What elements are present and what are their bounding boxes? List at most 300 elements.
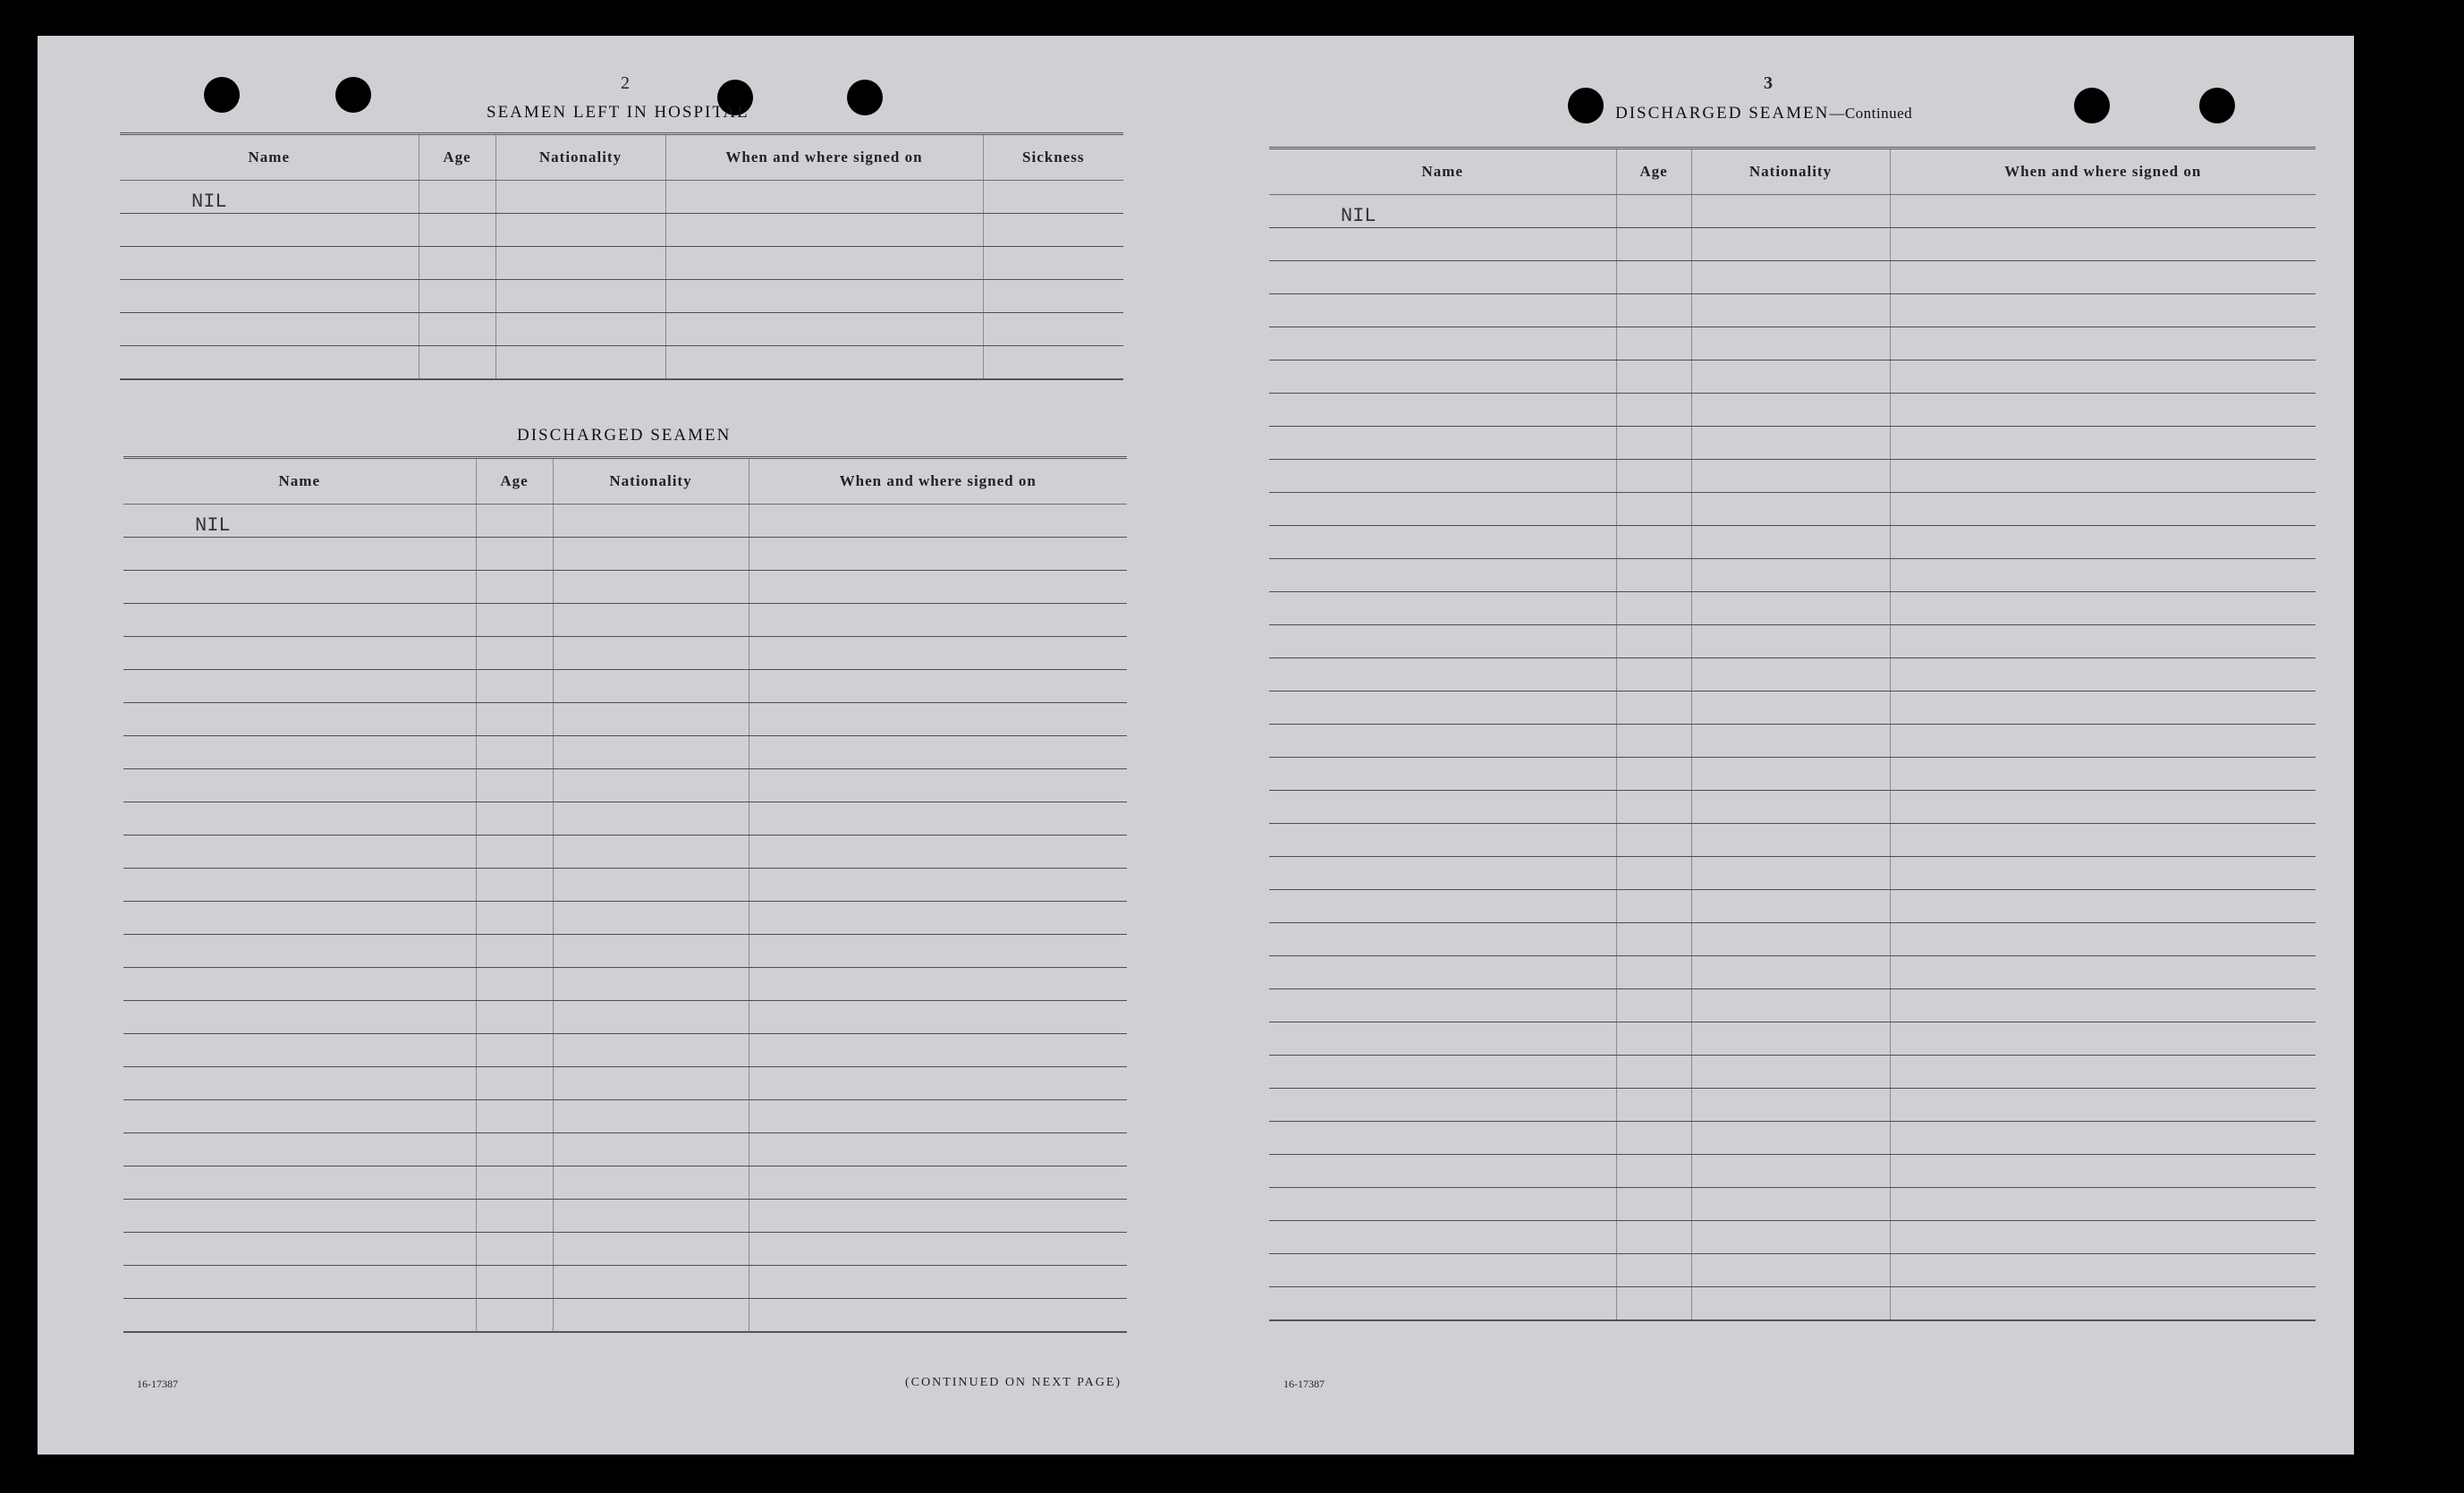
table-row xyxy=(123,1133,1127,1166)
table-cell xyxy=(1890,427,2316,460)
table-row xyxy=(1269,791,2316,824)
table-cell xyxy=(123,1200,476,1233)
table-row xyxy=(1269,989,2316,1022)
table-cell xyxy=(1269,327,1616,361)
table-cell xyxy=(1691,261,1890,294)
table-cell xyxy=(749,670,1127,703)
table-cell xyxy=(749,1299,1127,1333)
table-cell xyxy=(1616,1155,1691,1188)
table-cell xyxy=(123,538,476,571)
table-cell xyxy=(1269,1287,1616,1321)
table-cell xyxy=(1890,1089,2316,1122)
table-cell xyxy=(1616,1221,1691,1254)
table-cell xyxy=(476,802,553,836)
table-cell xyxy=(1691,1188,1890,1221)
table-cell xyxy=(123,1067,476,1100)
table-cell xyxy=(665,214,983,247)
table-cell xyxy=(553,1233,749,1266)
table-cell xyxy=(553,1200,749,1233)
table-cell xyxy=(553,935,749,968)
table-cell xyxy=(123,736,476,769)
table-cell xyxy=(476,670,553,703)
table-cell xyxy=(495,247,665,280)
table-cell xyxy=(1691,559,1890,592)
table-cell xyxy=(749,802,1127,836)
table-row xyxy=(1269,361,2316,394)
table-row xyxy=(123,538,1127,571)
table-cell xyxy=(1691,1022,1890,1056)
table-row xyxy=(123,1200,1127,1233)
table-row xyxy=(1269,658,2316,691)
table-cell xyxy=(1890,592,2316,625)
table-cell xyxy=(123,1001,476,1034)
table-cell xyxy=(1616,427,1691,460)
name-entry: NIL xyxy=(120,181,419,214)
table-row xyxy=(123,836,1127,869)
table-cell xyxy=(1890,923,2316,956)
table-row xyxy=(1269,725,2316,758)
table-cell xyxy=(1269,1254,1616,1287)
table-cell xyxy=(1890,294,2316,327)
table-cell xyxy=(1269,592,1616,625)
table-cell xyxy=(553,1266,749,1299)
table-cell xyxy=(1616,1089,1691,1122)
table-cell xyxy=(123,703,476,736)
table-row xyxy=(1269,625,2316,658)
table-cell xyxy=(1890,460,2316,493)
column-header-nationality: Nationality xyxy=(553,458,749,505)
table-cell xyxy=(1616,327,1691,361)
table-cell xyxy=(1890,824,2316,857)
table-cell xyxy=(553,1034,749,1067)
hospital-section-title: SEAMEN LEFT IN HOSPITAL xyxy=(487,103,749,122)
table-row xyxy=(1269,1155,2316,1188)
table-cell xyxy=(553,703,749,736)
table-cell xyxy=(123,1034,476,1067)
table-row xyxy=(1269,1254,2316,1287)
table-cell xyxy=(1269,758,1616,791)
punch-hole xyxy=(847,80,883,115)
table-cell xyxy=(1616,294,1691,327)
table-cell xyxy=(1691,592,1890,625)
table-cell xyxy=(665,313,983,346)
discharged-section-title: DISCHARGED SEAMEN xyxy=(517,426,732,445)
table-cell xyxy=(495,313,665,346)
table-cell xyxy=(553,670,749,703)
table-cell xyxy=(553,968,749,1001)
table-cell xyxy=(1691,460,1890,493)
table-cell xyxy=(123,769,476,802)
table-cell xyxy=(1269,559,1616,592)
table-cell xyxy=(476,836,553,869)
table-row xyxy=(123,637,1127,670)
table-cell xyxy=(1890,857,2316,890)
table-cell xyxy=(553,1001,749,1034)
table-cell xyxy=(1890,1287,2316,1321)
table-cell xyxy=(1890,361,2316,394)
table-cell xyxy=(553,604,749,637)
table-cell xyxy=(495,280,665,313)
table-cell xyxy=(665,181,983,214)
discharged-table xyxy=(123,456,1127,1333)
table-cell xyxy=(1616,493,1691,526)
table-row xyxy=(120,247,1123,280)
discharged-table-body xyxy=(123,505,1127,1333)
table-cell xyxy=(665,280,983,313)
table-cell xyxy=(1691,361,1890,394)
table-cell xyxy=(553,1100,749,1133)
table-cell xyxy=(1616,725,1691,758)
table-cell xyxy=(553,1067,749,1100)
table-cell xyxy=(553,1166,749,1200)
table-cell xyxy=(749,1034,1127,1067)
table-cell xyxy=(1616,394,1691,427)
table-cell xyxy=(123,935,476,968)
table-cell xyxy=(749,968,1127,1001)
table-cell xyxy=(1616,261,1691,294)
table-cell xyxy=(1616,758,1691,791)
table-cell xyxy=(553,836,749,869)
discharged-continued-table-body xyxy=(1269,195,2316,1321)
table-row xyxy=(120,280,1123,313)
table-cell xyxy=(1616,791,1691,824)
discharged-continued-title xyxy=(1615,104,1912,123)
table-row xyxy=(123,769,1127,802)
table-cell xyxy=(1616,956,1691,989)
table-row xyxy=(1269,1089,2316,1122)
punch-hole xyxy=(2199,88,2235,123)
table-cell xyxy=(123,670,476,703)
punch-hole xyxy=(204,77,240,113)
table-cell xyxy=(1269,361,1616,394)
table-cell xyxy=(1691,625,1890,658)
table-header-row xyxy=(120,134,1123,181)
table-row xyxy=(1269,923,2316,956)
column-header-name: Name xyxy=(1269,148,1616,195)
punch-hole xyxy=(335,77,371,113)
table-row xyxy=(1269,559,2316,592)
discharged-continued-title-text: DISCHARGED SEAMEN xyxy=(1615,104,1830,123)
table-row xyxy=(120,214,1123,247)
table-row xyxy=(1269,526,2316,559)
table-cell xyxy=(476,1266,553,1299)
table-cell xyxy=(476,1067,553,1100)
table-cell xyxy=(1616,559,1691,592)
table-cell xyxy=(123,869,476,902)
table-cell xyxy=(476,1001,553,1034)
table-cell xyxy=(1691,1089,1890,1122)
table-cell xyxy=(1616,824,1691,857)
table-cell xyxy=(1691,658,1890,691)
table-cell xyxy=(749,935,1127,968)
column-header-name: Name xyxy=(120,134,419,181)
table-row xyxy=(123,703,1127,736)
table-cell xyxy=(1269,1056,1616,1089)
table-cell xyxy=(419,214,495,247)
table-row xyxy=(1269,261,2316,294)
page-number-left: 2 xyxy=(621,73,630,93)
table-header-row xyxy=(1269,148,2316,195)
page-number-right: 3 xyxy=(1764,73,1773,93)
table-cell xyxy=(123,571,476,604)
table-row xyxy=(123,1166,1127,1200)
table-cell xyxy=(1691,427,1890,460)
table-cell xyxy=(123,1233,476,1266)
table-cell xyxy=(476,1133,553,1166)
table-cell xyxy=(1890,327,2316,361)
table-cell xyxy=(983,181,1123,214)
table-cell xyxy=(1616,361,1691,394)
table-cell xyxy=(1616,625,1691,658)
table-cell xyxy=(749,1100,1127,1133)
table-cell xyxy=(123,1299,476,1333)
table-cell xyxy=(1691,394,1890,427)
table-cell xyxy=(1616,1188,1691,1221)
table-cell xyxy=(1269,956,1616,989)
table-cell xyxy=(120,247,419,280)
punch-hole xyxy=(1568,88,1604,123)
table-cell xyxy=(120,214,419,247)
table-cell xyxy=(1890,1254,2316,1287)
table-cell xyxy=(1269,625,1616,658)
table-cell xyxy=(120,280,419,313)
table-cell xyxy=(495,214,665,247)
table-cell xyxy=(553,802,749,836)
table-cell xyxy=(1890,1022,2316,1056)
table-cell xyxy=(1616,857,1691,890)
table-cell xyxy=(476,769,553,802)
table-cell xyxy=(1269,1122,1616,1155)
table-cell xyxy=(1691,1122,1890,1155)
table-cell xyxy=(123,604,476,637)
table-cell xyxy=(1890,394,2316,427)
table-cell xyxy=(749,1001,1127,1034)
table-cell xyxy=(983,346,1123,380)
table-cell xyxy=(1269,989,1616,1022)
table-cell xyxy=(1269,1089,1616,1122)
table-cell xyxy=(476,1299,553,1333)
table-cell xyxy=(1616,1254,1691,1287)
column-header-age: Age xyxy=(476,458,553,505)
table-cell xyxy=(123,1166,476,1200)
table-cell xyxy=(1890,791,2316,824)
table-cell xyxy=(553,538,749,571)
table-cell xyxy=(1616,1122,1691,1155)
table-cell xyxy=(983,247,1123,280)
table-cell xyxy=(476,1100,553,1133)
table-row xyxy=(123,968,1127,1001)
table-row xyxy=(1269,1188,2316,1221)
table-cell xyxy=(120,313,419,346)
table-cell xyxy=(553,571,749,604)
table-cell xyxy=(749,1067,1127,1100)
table-cell xyxy=(1890,261,2316,294)
table-cell xyxy=(476,1200,553,1233)
table-cell xyxy=(1269,294,1616,327)
table-cell xyxy=(1691,526,1890,559)
column-header-signed-on: When and where signed on xyxy=(1890,148,2316,195)
table-cell xyxy=(1616,890,1691,923)
table-row xyxy=(123,1067,1127,1100)
table-cell xyxy=(749,869,1127,902)
table-cell xyxy=(495,346,665,380)
table-cell xyxy=(1616,989,1691,1022)
table-cell xyxy=(749,1133,1127,1166)
table-cell xyxy=(1269,1221,1616,1254)
table-cell xyxy=(1890,890,2316,923)
table-row xyxy=(123,902,1127,935)
table-row xyxy=(1269,956,2316,989)
table-cell xyxy=(1616,691,1691,725)
table-cell xyxy=(123,1266,476,1299)
table-cell xyxy=(419,346,495,380)
table-cell xyxy=(1691,228,1890,261)
table-cell xyxy=(1269,791,1616,824)
table-cell xyxy=(1269,1155,1616,1188)
table-row xyxy=(123,1034,1127,1067)
table-row xyxy=(1269,1022,2316,1056)
table-cell xyxy=(1616,195,1691,228)
ledger-sheet xyxy=(38,36,2354,1455)
table-cell xyxy=(1691,1254,1890,1287)
table-cell xyxy=(1890,526,2316,559)
table-row xyxy=(1269,460,2316,493)
table-cell xyxy=(1269,493,1616,526)
table-cell xyxy=(1616,923,1691,956)
table-cell xyxy=(1890,1155,2316,1188)
table-cell xyxy=(1890,559,2316,592)
table-header-row xyxy=(123,458,1127,505)
table-cell xyxy=(1616,592,1691,625)
table-cell xyxy=(1691,956,1890,989)
table-row xyxy=(123,802,1127,836)
table-cell xyxy=(1890,956,2316,989)
table-cell xyxy=(1269,725,1616,758)
table-cell xyxy=(1691,294,1890,327)
discharged-continued-table xyxy=(1269,147,2316,1321)
table-cell xyxy=(749,637,1127,670)
table-cell xyxy=(476,1034,553,1067)
table-cell xyxy=(476,571,553,604)
table-cell xyxy=(1269,691,1616,725)
table-row xyxy=(123,1299,1127,1333)
table-cell xyxy=(1890,1122,2316,1155)
form-code-left: 16-17387 xyxy=(137,1378,178,1390)
table-cell xyxy=(1890,195,2316,228)
table-cell xyxy=(1269,857,1616,890)
table-cell xyxy=(749,604,1127,637)
table-cell xyxy=(120,346,419,380)
table-row xyxy=(1269,1122,2316,1155)
table-cell xyxy=(1269,228,1616,261)
table-row xyxy=(120,313,1123,346)
table-row xyxy=(1269,691,2316,725)
table-cell xyxy=(1890,1188,2316,1221)
table-cell xyxy=(1890,1056,2316,1089)
table-cell xyxy=(419,280,495,313)
table-row xyxy=(1269,758,2316,791)
table-cell xyxy=(123,802,476,836)
table-row xyxy=(120,346,1123,380)
table-cell xyxy=(1691,327,1890,361)
table-cell xyxy=(1691,857,1890,890)
table-cell xyxy=(1269,824,1616,857)
table-cell xyxy=(1890,691,2316,725)
table-cell xyxy=(1269,658,1616,691)
table-row xyxy=(1269,890,2316,923)
name-entry: NIL xyxy=(123,505,476,538)
table-cell xyxy=(1691,691,1890,725)
table-cell xyxy=(476,1233,553,1266)
table-row xyxy=(1269,1287,2316,1321)
column-header-signed-on: When and where signed on xyxy=(665,134,983,181)
column-header-nationality: Nationality xyxy=(495,134,665,181)
table-cell xyxy=(749,1233,1127,1266)
table-row xyxy=(1269,327,2316,361)
table-cell xyxy=(476,935,553,968)
table-cell xyxy=(1691,1221,1890,1254)
hospital-table xyxy=(120,132,1123,380)
table-cell xyxy=(1269,526,1616,559)
table-cell xyxy=(749,1266,1127,1299)
table-cell xyxy=(749,571,1127,604)
table-cell xyxy=(123,637,476,670)
table-cell xyxy=(553,736,749,769)
continued-note: (CONTINUED ON NEXT PAGE) xyxy=(905,1376,1122,1389)
table-cell xyxy=(476,604,553,637)
table-cell xyxy=(665,247,983,280)
table-cell xyxy=(1691,1056,1890,1089)
table-cell xyxy=(419,181,495,214)
table-row xyxy=(1269,427,2316,460)
column-header-name: Name xyxy=(123,458,476,505)
table-cell xyxy=(123,902,476,935)
column-header-age: Age xyxy=(1616,148,1691,195)
table-cell xyxy=(495,181,665,214)
table-row xyxy=(123,1001,1127,1034)
table-cell xyxy=(476,968,553,1001)
table-row xyxy=(120,181,1123,214)
table-cell xyxy=(1890,493,2316,526)
table-row xyxy=(1269,394,2316,427)
table-cell xyxy=(1890,758,2316,791)
table-cell xyxy=(1890,228,2316,261)
table-cell xyxy=(1890,625,2316,658)
table-row xyxy=(123,935,1127,968)
table-row xyxy=(1269,195,2316,228)
table-cell xyxy=(665,346,983,380)
table-cell xyxy=(419,247,495,280)
table-cell xyxy=(476,1166,553,1200)
table-cell xyxy=(123,968,476,1001)
table-row xyxy=(123,571,1127,604)
table-cell xyxy=(1691,195,1890,228)
table-cell xyxy=(1890,989,2316,1022)
table-cell xyxy=(1616,1022,1691,1056)
table-cell xyxy=(1616,460,1691,493)
table-cell xyxy=(1691,791,1890,824)
table-row xyxy=(123,869,1127,902)
table-cell xyxy=(1269,460,1616,493)
table-cell xyxy=(1691,890,1890,923)
table-cell xyxy=(749,769,1127,802)
table-row xyxy=(1269,592,2316,625)
table-cell xyxy=(1616,1056,1691,1089)
table-cell xyxy=(476,869,553,902)
table-cell xyxy=(1616,228,1691,261)
table-cell xyxy=(553,1299,749,1333)
table-cell xyxy=(476,703,553,736)
